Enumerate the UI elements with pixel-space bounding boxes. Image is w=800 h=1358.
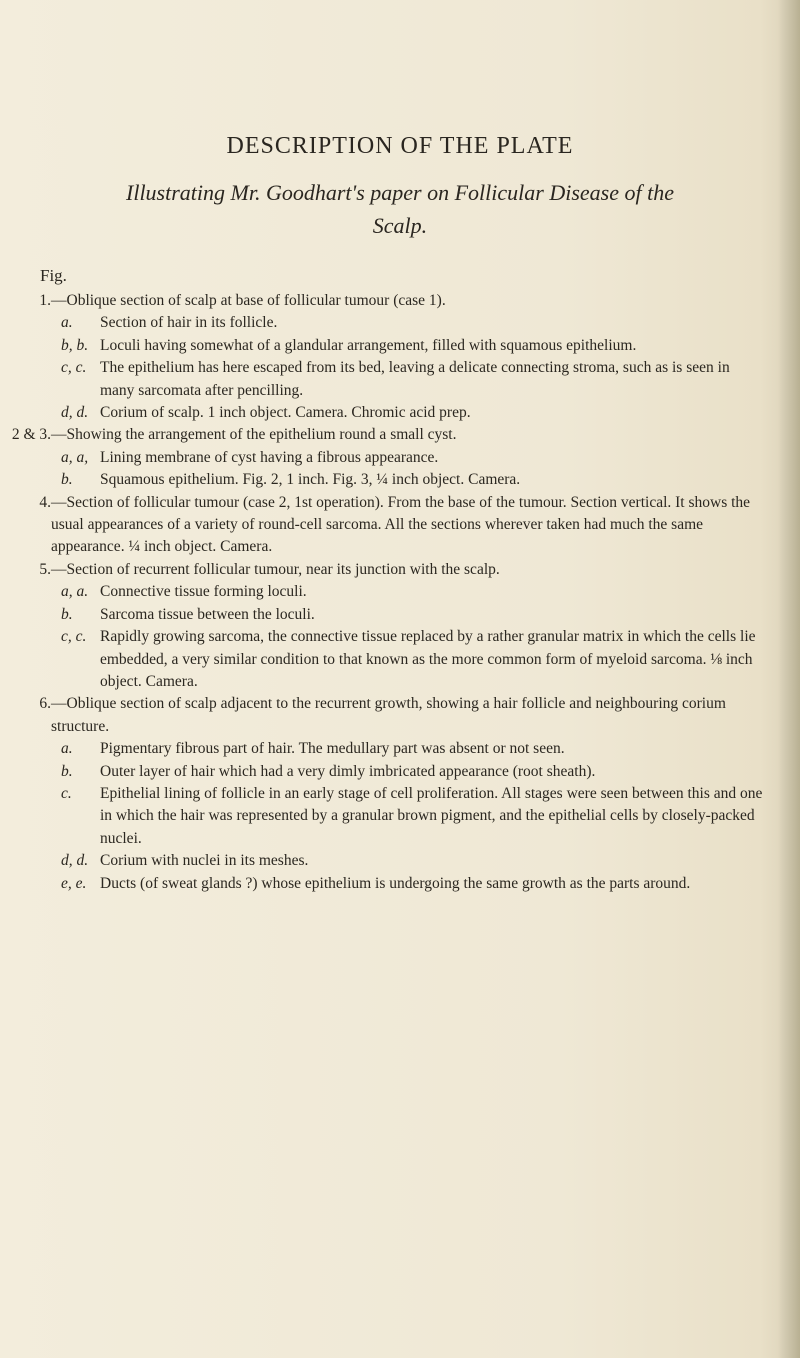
entry-text: Connective tissue forming loculi.	[100, 583, 307, 601]
entry-text: Rapidly growing sarcoma, the connective tissue replaced by a rather granular matrix in which the cells lie embedded, a very similar condition to that known as the more common form of myeloid sarcoma. ⅛ inch object. Camera.	[100, 628, 756, 690]
entry-text: Loculi having somewhat of a glandular arrangement, filled with squamous epithelium.	[100, 336, 637, 354]
sub-entry	[0, 626, 800, 693]
entry-text: Section of hair in its follicle.	[100, 314, 278, 332]
entry-key: c.	[61, 784, 72, 802]
sub-entry	[0, 357, 800, 402]
figure-number: 6.	[39, 695, 51, 713]
sub-entry	[0, 335, 800, 357]
sub-entry	[0, 581, 800, 603]
entry-key: b.	[61, 605, 73, 623]
entry-key: b.	[61, 762, 73, 780]
entry-key: d, d.	[61, 404, 89, 422]
entry-text: —Showing the arrangement of the epithelium round a small cyst.	[51, 426, 457, 444]
sub-entry	[0, 783, 800, 850]
plate-description-list	[0, 290, 800, 895]
figure-number: 5.	[39, 560, 51, 578]
entry-key: b.	[61, 471, 73, 489]
figure-entry	[0, 693, 800, 738]
entry-text: Outer layer of hair which had a very dimly imbricated appearance (root sheath).	[100, 762, 596, 780]
entry-text: Epithelial lining of follicle in an early stage of cell proliferation. All stages were seen between this and one in which the hair was represented by a granular brown pigment, and the epithelial cells by closely-packed nuclei.	[100, 784, 763, 847]
entry-text: Corium of scalp. 1 inch object. Camera. Chromic acid prep.	[100, 404, 471, 422]
entry-text: Lining membrane of cyst having a fibrous appearance.	[100, 448, 439, 466]
fig-column-label: Fig.	[40, 266, 67, 285]
page-title: DESCRIPTION OF THE PLATE	[226, 133, 574, 159]
figure-entry	[0, 424, 800, 446]
entry-text: —Section of follicular tumour (case 2, 1st operation). From the base of the tumour. Section vertical. It shows the usual appearances of a variety of round-cell sarcoma. All the sections wherever taken had much the same appearance. ¼ inch object. Camera.	[51, 493, 751, 556]
figure-entry	[0, 559, 800, 581]
entry-text: Ducts (of sweat glands ?) whose epithelium is undergoing the same growth as the parts around.	[100, 874, 691, 892]
sub-entry	[0, 604, 800, 626]
sub-entry	[0, 873, 800, 895]
entry-key: c, c.	[61, 359, 87, 377]
sub-entry	[0, 738, 800, 760]
entry-text: Corium with nuclei in its meshes.	[100, 852, 309, 870]
entry-text: The epithelium has here escaped from its bed, leaving a delicate connecting stroma, such as is seen in many sarcomata after pencilling.	[100, 359, 730, 399]
entry-key: a, a.	[61, 583, 89, 601]
entry-key: a.	[61, 740, 73, 758]
figure-number: 2 & 3.	[11, 426, 51, 444]
entry-text: —Section of recurrent follicular tumour, near its junction with the scalp.	[51, 560, 500, 578]
entry-text: Pigmentary fibrous part of hair. The medullary part was absent or not seen.	[100, 740, 565, 758]
entry-key: c, c.	[61, 628, 87, 646]
figure-number: 1.	[39, 292, 51, 309]
sub-entry	[0, 850, 800, 872]
figure-number: 4.	[39, 493, 51, 511]
sub-entry	[0, 447, 800, 469]
sub-entry	[0, 469, 800, 491]
sub-entry	[0, 312, 800, 334]
entry-text: —Oblique section of scalp adjacent to the recurrent growth, showing a hair follicle and neighbouring corium structure.	[51, 695, 726, 735]
sub-entry	[0, 402, 800, 424]
sub-entry	[0, 761, 800, 783]
entry-text: —Oblique section of scalp at base of follicular tumour (case 1).	[51, 292, 446, 309]
entry-key: e, e.	[61, 874, 87, 892]
page-subtitle: Illustrating Mr. Goodhart's paper on Follicular Disease of the Scalp.	[126, 180, 674, 238]
figure-entry	[0, 492, 800, 559]
entry-key: a.	[61, 314, 73, 332]
entry-text: Squamous epithelium. Fig. 2, 1 inch. Fig. 3, ¼ inch object. Camera.	[100, 471, 521, 489]
entry-key: b, b.	[61, 336, 89, 354]
entry-text: Sarcoma tissue between the loculi.	[100, 605, 315, 623]
entry-key: a, a,	[61, 448, 89, 466]
figure-entry	[0, 290, 800, 312]
entry-key: d, d.	[61, 852, 89, 870]
